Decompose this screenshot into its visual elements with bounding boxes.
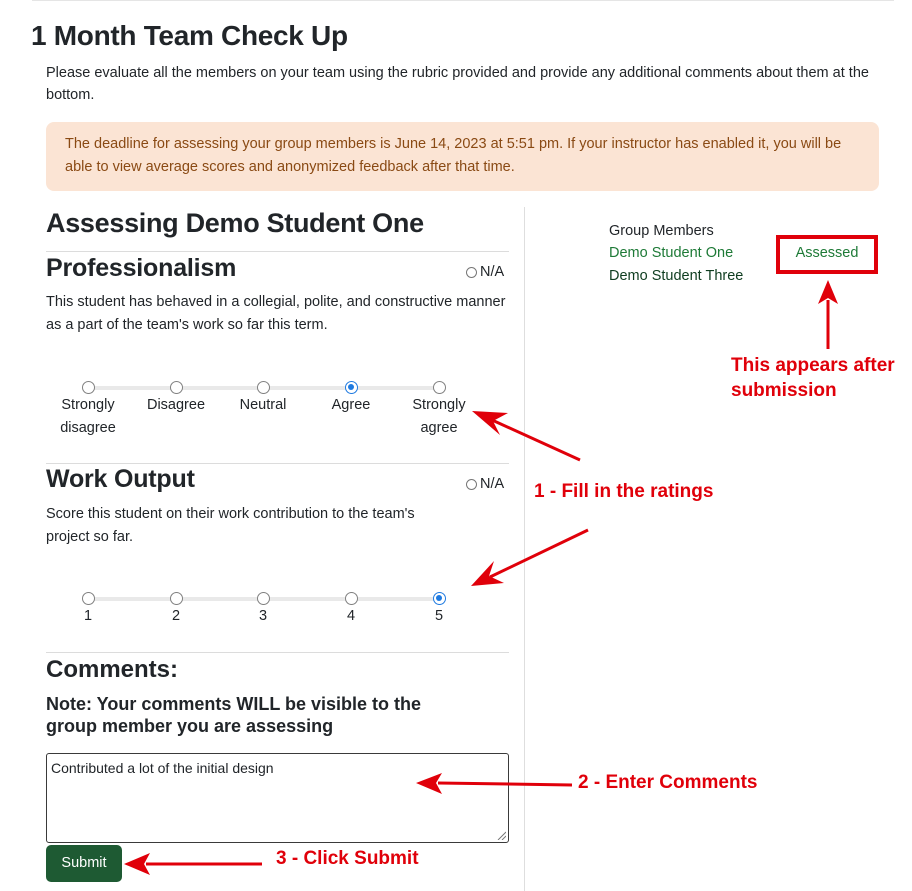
- rating-option-agree[interactable]: [306, 381, 396, 417]
- rating-option-4[interactable]: [306, 592, 396, 628]
- rating-label: 4: [346, 608, 356, 624]
- comments-value: Contributed a lot of the initial design: [51, 760, 274, 776]
- na-radio[interactable]: [466, 479, 477, 490]
- assessed-highlight-box: [776, 235, 878, 274]
- arrow-up-icon: [818, 280, 838, 349]
- divider: [46, 463, 509, 464]
- rating-label: 1: [83, 608, 93, 624]
- rating-label: Strongly agree: [412, 397, 466, 436]
- rating-radio[interactable]: [170, 592, 183, 605]
- group-member-demo-student-one[interactable]: Demo Student One: [609, 245, 734, 261]
- group-member-demo-student-three[interactable]: Demo Student Three: [609, 268, 744, 284]
- na-label: N/A: [480, 264, 505, 280]
- rating-radio[interactable]: [257, 381, 270, 394]
- deadline-alert: The deadline for assessing your group members is June 14, 2023 at 5:51 pm. If your instructor has enabled it, you will be able to view average scores and anonymized feedback after that time.: [46, 122, 879, 191]
- group-members-heading: Group Members: [609, 223, 714, 239]
- annotation-after-submission: This appears after submission: [731, 355, 895, 401]
- rating-option-strongly-agree[interactable]: [404, 381, 474, 440]
- na-option-professionalism[interactable]: [466, 264, 504, 280]
- rating-radio[interactable]: [82, 381, 95, 394]
- rating-radio[interactable]: [257, 592, 270, 605]
- rating-label: Neutral: [239, 397, 287, 413]
- intro-text: Please evaluate all the members on your team using the rubric provided and provide any additional comments about them at the bottom.: [46, 65, 869, 103]
- na-option-work-output[interactable]: [466, 476, 504, 492]
- comments-textarea[interactable]: [46, 753, 509, 843]
- rating-radio-selected[interactable]: [433, 592, 446, 605]
- section-title-professionalism: Professionalism: [46, 254, 237, 282]
- rating-radio[interactable]: [82, 592, 95, 605]
- arrow-step1-ratings-icon: [472, 411, 580, 460]
- annotation-step1: 1 - Fill in the ratings: [534, 481, 714, 502]
- section-title-work-output: Work Output: [46, 465, 195, 493]
- rating-radio[interactable]: [433, 381, 446, 394]
- rating-radio[interactable]: [345, 592, 358, 605]
- annotation-step3: 3 - Click Submit: [276, 848, 419, 869]
- rating-option-neutral[interactable]: [218, 381, 308, 417]
- section-description-work-output: Score this student on their work contribution to the team's project so far.: [46, 506, 415, 545]
- divider: [46, 251, 509, 252]
- annotation-step2: 2 - Enter Comments: [578, 772, 758, 793]
- assessing-heading: Assessing Demo Student One: [46, 208, 424, 238]
- arrow-step1-workoutput-icon: [471, 530, 588, 586]
- page-title: 1 Month Team Check Up: [31, 20, 348, 51]
- top-divider: [32, 0, 894, 1]
- rating-label: Disagree: [146, 397, 206, 413]
- rating-option-2[interactable]: [131, 592, 221, 628]
- rating-option-5[interactable]: [394, 592, 484, 628]
- na-label: N/A: [480, 476, 505, 492]
- rating-option-3[interactable]: [218, 592, 308, 628]
- submit-button[interactable]: Submit: [46, 845, 122, 882]
- resize-grip-icon[interactable]: [496, 830, 506, 840]
- rating-label: Strongly disagree: [60, 397, 116, 436]
- rating-label: 5: [434, 608, 444, 624]
- divider: [46, 652, 509, 653]
- rating-label: 3: [258, 608, 268, 624]
- column-divider: [524, 207, 525, 891]
- rating-option-strongly-disagree[interactable]: [43, 381, 133, 440]
- rating-radio-selected[interactable]: [345, 381, 358, 394]
- rating-option-disagree[interactable]: [131, 381, 221, 417]
- na-radio[interactable]: [466, 267, 477, 278]
- section-description-professionalism: This student has behaved in a collegial, polite, and constructive manner as a part of the team's work so far this term.: [46, 294, 506, 333]
- rating-label: 2: [171, 608, 181, 624]
- comments-heading: Comments:: [46, 656, 179, 683]
- rating-label: Agree: [331, 397, 371, 413]
- arrow-step3-submit-icon: [124, 853, 262, 875]
- assessed-status-badge: Assessed: [795, 245, 859, 261]
- rating-radio[interactable]: [170, 381, 183, 394]
- rating-option-1[interactable]: [43, 592, 133, 628]
- comments-note: Note: Your comments WILL be visible to the group member you are assessing: [46, 694, 422, 736]
